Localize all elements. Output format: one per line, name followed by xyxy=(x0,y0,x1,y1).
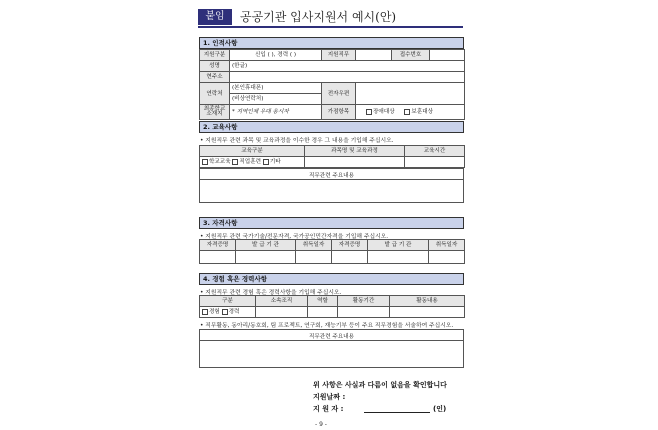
job-label: 지원직무 xyxy=(322,50,356,61)
exp-org-header: 소속조직 xyxy=(256,296,308,307)
experience-details-label: 직무관련 주요내용 xyxy=(308,334,354,340)
cert-issuer-header: 발 급 기 관 xyxy=(236,240,296,251)
header-divider xyxy=(198,26,463,28)
section-certificate-title: 3. 자격사항 xyxy=(199,217,464,229)
experience-details-divider xyxy=(200,340,463,341)
cert-issuer-field[interactable] xyxy=(236,251,296,264)
personal-info-table xyxy=(199,49,465,120)
career-label: 경력 xyxy=(228,309,240,316)
address-label: 현주소 xyxy=(200,72,230,83)
section-personal-title: 1. 인적사항 xyxy=(199,37,464,49)
exp-content-header: 활동내용 xyxy=(390,296,465,307)
document-title: 공공기관 입사지원서 예시(안) xyxy=(240,10,397,24)
exp-role-header: 역할 xyxy=(308,296,338,307)
confirmation-statement: 위 사항은 사실과 다름이 없음을 확인합니다 xyxy=(313,381,447,389)
applicant-type-label: 지원구분 xyxy=(200,50,230,61)
disabled-label: 장애대상 xyxy=(373,109,395,116)
career-checkbox[interactable] xyxy=(222,309,240,315)
experience-note-2: • 직무활동, 동아리/동호회, 팀 프로젝트, 연구회, 재능기부 등이 주요 직무경험을 서술하여 주십시오. xyxy=(200,323,454,329)
education-table xyxy=(199,145,465,168)
extra-points-label: 가점항목 xyxy=(322,105,356,120)
job-field[interactable] xyxy=(356,50,392,61)
section-education-title: 2. 교육사항 xyxy=(199,121,464,133)
address-field[interactable] xyxy=(230,72,465,83)
receipt-field[interactable] xyxy=(430,50,465,61)
section-experience-title: 4. 경험 혹은 경력사항 xyxy=(199,273,464,285)
education-type-options xyxy=(200,157,305,168)
course-field[interactable] xyxy=(305,157,405,168)
school-edu-label: 학교교육 xyxy=(209,159,231,166)
certificate-note: • 지원직무 관련 국가기술/전문자격, 국가공인민간자격을 기입해 주십시오. xyxy=(200,234,389,240)
education-details-divider xyxy=(200,179,463,180)
cert-name-header-2: 자격증명 xyxy=(332,240,368,251)
exp-period-field[interactable] xyxy=(338,307,390,318)
cert-name-header: 자격증명 xyxy=(200,240,236,251)
phone-emergency-field[interactable]: (비상연락처) xyxy=(230,94,322,105)
name-label: 성명 xyxy=(200,61,230,72)
application-date-label: 지원날짜 : xyxy=(313,393,346,401)
school-edu-checkbox[interactable] xyxy=(202,159,231,165)
experience-label: 경험 xyxy=(209,309,220,316)
education-note: • 지원직무 관련 과목 및 교육과정을 이수한 경우 그 내용을 기입해 주십시오. xyxy=(200,138,394,144)
email-field[interactable] xyxy=(356,83,465,105)
applicant-type-field[interactable]: 신입 ( ), 경력 ( ) xyxy=(230,50,322,61)
hours-header: 교육시간 xyxy=(405,146,465,157)
seal-mark: (인) xyxy=(433,405,447,413)
disabled-checkbox[interactable] xyxy=(366,109,395,115)
veteran-label: 보훈대상 xyxy=(411,109,434,116)
cert-name-field-2[interactable] xyxy=(332,251,368,264)
exp-content-field[interactable] xyxy=(390,307,465,318)
school-field[interactable]: * 지역인재 우대 응시자 xyxy=(230,105,322,120)
veteran-checkbox[interactable] xyxy=(404,109,433,115)
education-type-header: 교육구분 xyxy=(200,146,305,157)
vocational-label: 직업훈련 xyxy=(239,159,262,166)
exp-type-header: 구분 xyxy=(200,296,256,307)
phone-main-field[interactable]: (본인휴대폰) xyxy=(230,83,322,94)
cert-name-field[interactable] xyxy=(200,251,236,264)
cert-date-field[interactable] xyxy=(296,251,332,264)
page-number: - 9 - xyxy=(315,421,327,428)
hours-field[interactable] xyxy=(405,157,465,168)
experience-note: • 지원직무 관련 경험 혹은 경력사항을 기입해 주십시오. xyxy=(200,290,342,296)
education-details-label: 직무관련 주요내용 xyxy=(308,173,354,179)
exp-period-header: 활동기간 xyxy=(338,296,390,307)
cert-issuer-header-2: 발 급 기 관 xyxy=(368,240,429,251)
experience-checkbox[interactable] xyxy=(202,309,220,315)
other-checkbox[interactable] xyxy=(263,159,281,165)
experience-table xyxy=(199,295,465,318)
school-label: 최종학교 소재지 xyxy=(200,105,230,120)
exp-org-field[interactable] xyxy=(256,307,308,318)
extra-points-options xyxy=(356,105,465,120)
cert-issuer-field-2[interactable] xyxy=(368,251,429,264)
other-label: 기타 xyxy=(269,159,281,166)
education-details-box[interactable] xyxy=(199,168,464,203)
cert-date-header-2: 취득일자 xyxy=(429,240,465,251)
cert-date-header: 취득일자 xyxy=(296,240,332,251)
header-badge: 붙임 xyxy=(198,9,232,25)
receipt-label: 접수번호 xyxy=(392,50,430,61)
exp-role-field[interactable] xyxy=(308,307,338,318)
exp-type-options xyxy=(200,307,256,318)
vocational-checkbox[interactable] xyxy=(232,159,261,165)
course-header: 과목명 및 교육과정 xyxy=(305,146,405,157)
applicant-label: 지 원 자 : xyxy=(313,405,344,413)
experience-details-box[interactable] xyxy=(199,329,464,368)
signature-line[interactable] xyxy=(364,412,430,413)
contact-label: 연락처 xyxy=(200,83,230,105)
email-label: 전자우편 xyxy=(322,83,356,105)
name-field[interactable]: (한글) xyxy=(230,61,465,72)
certificate-table xyxy=(199,239,465,264)
cert-date-field-2[interactable] xyxy=(429,251,465,264)
